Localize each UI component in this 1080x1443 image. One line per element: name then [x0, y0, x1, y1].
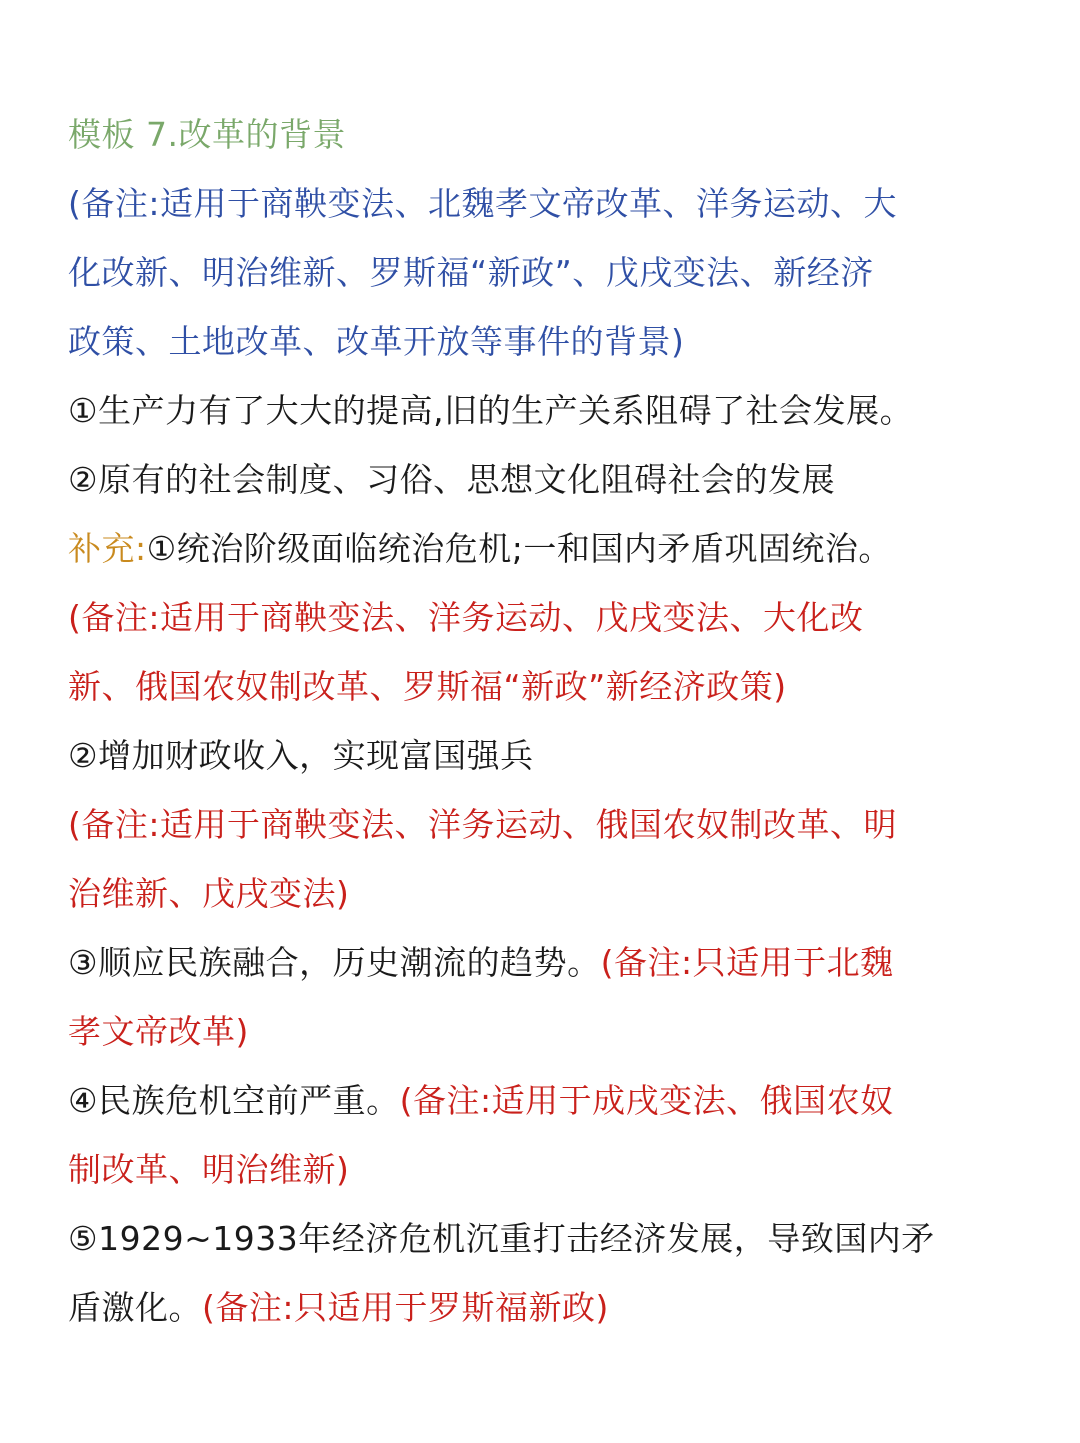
main-note-line-1: (备注:适用于商鞅变法、北魏孝文帝改革、洋务运动、大: [68, 184, 897, 223]
supplement-item-3-line: [68, 928, 1008, 997]
template-title: 模板 7.改革的背景: [68, 115, 346, 154]
supplement-item-5-part-2: 盾激化。: [68, 1288, 202, 1327]
supplement-item-3: ③顺应民族融合，历史潮流的趋势。: [68, 943, 601, 982]
supplement-item-4-note-part-1: (备注:适用于成戌变法、俄国农奴: [399, 1081, 894, 1120]
point-1: ①生产力有了大大的提高,旧的生产关系阻碍了社会发展。: [68, 391, 914, 430]
supplement-item-1: ①统治阶级面临统治危机;一和国内矛盾巩固统治。: [146, 529, 892, 568]
supplement-item-1-line: [68, 514, 1008, 583]
supplement-item-5-line-1: ⑤1929~1933年经济危机沉重打击经济发展，导致国内矛: [68, 1219, 935, 1258]
point-2: ②原有的社会制度、习俗、思想文化阻碍社会的发展: [68, 460, 836, 499]
supplement-label: 补充:: [68, 529, 147, 568]
main-note-line-2: 化改新、明治维新、罗斯福“新政”、戊戌变法、新经济: [68, 253, 874, 292]
supplement-item-1-note-line-1: (备注:适用于商鞅变法、洋务运动、戊戌变法、大化改: [68, 598, 864, 637]
supplement-item-4: ④民族危机空前严重。: [68, 1081, 400, 1120]
supplement-item-2: ②增加财政收入，实现富国强兵: [68, 736, 534, 775]
supplement-item-2-note-line-2: 治维新、戊戌变法): [68, 874, 350, 913]
main-note-line-3: 政策、土地改革、改革开放等事件的背景): [68, 322, 685, 361]
supplement-item-5-note: (备注:只适用于罗斯福新政): [202, 1288, 609, 1327]
supplement-item-5-line-2: [68, 1273, 1008, 1342]
supplement-item-4-note-part-2: 制改革、明治维新): [68, 1150, 350, 1189]
supplement-item-2-note-line-1: (备注:适用于商鞅变法、洋务运动、俄国农奴制改革、明: [68, 805, 897, 844]
supplement-item-1-note-line-2: 新、俄国农奴制改革、罗斯福“新政”新经济政策): [68, 667, 787, 706]
supplement-item-3-note-part-2: 孝文帝改革): [68, 1012, 249, 1051]
document-body: [68, 100, 1008, 1342]
supplement-item-4-line: [68, 1066, 1008, 1135]
supplement-item-3-note-part-1: (备注:只适用于北魏: [600, 943, 894, 982]
